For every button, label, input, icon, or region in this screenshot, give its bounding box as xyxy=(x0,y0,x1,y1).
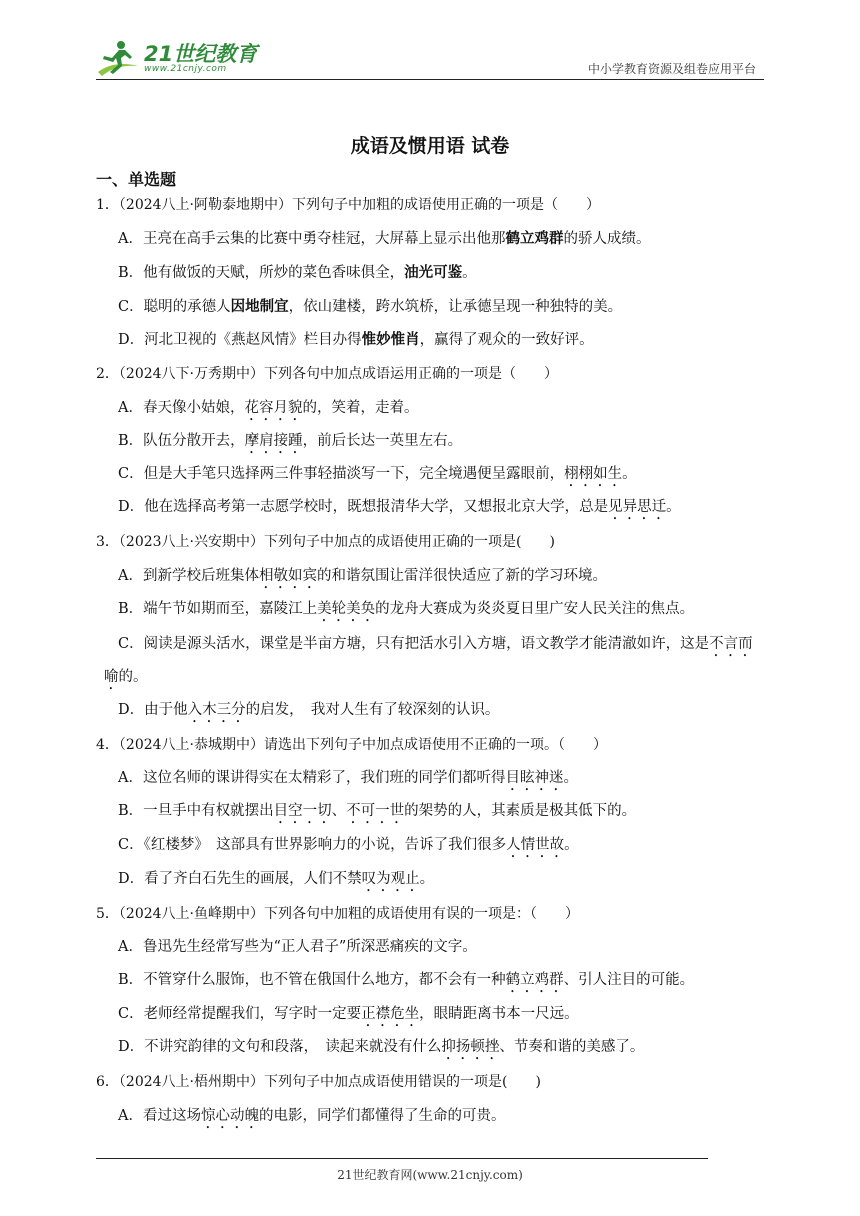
dotted-idiom: 花容月貌 xyxy=(244,400,303,416)
dotted-idiom: 美轮美奂 xyxy=(317,601,376,617)
question-1-option-a[interactable]: A．王亮在高手云集的比赛中勇夺桂冠，大屏幕上显示出他那鹤立鸡群的骄人成绩。 xyxy=(118,231,651,247)
header-divider xyxy=(96,79,764,80)
question-1-option-c[interactable]: C．聪明的承德人因地制宜，依山建楼，跨水筑桥，让承德呈现一种独特的美。 xyxy=(118,299,623,315)
question-5-option-d[interactable]: D．不讲究韵律的文句和段落， 读起来就没有什么抑扬顿挫、节奏和谐的美感了。 xyxy=(118,1039,645,1055)
dotted-idiom: 人情世故 xyxy=(506,837,565,853)
logo-url: www.21cnjy.com xyxy=(144,64,227,74)
bold-idiom: 因地制宜 xyxy=(230,299,289,315)
question-1-option-b[interactable]: B．他有做饭的天赋，所炒的菜色香味俱全，油光可鉴。 xyxy=(118,265,477,281)
bold-idiom: 鹤立鸡群 xyxy=(505,231,564,247)
site-logo[interactable] xyxy=(94,36,264,80)
question-5-stem: 5．（2024八上·鱼峰期中）下列各句中加粗的成语使用有误的一项是：（ ） xyxy=(96,906,579,922)
bold-idiom: 惟妙惟肖 xyxy=(361,332,420,348)
question-1-option-d[interactable]: D．河北卫视的《燕赵风情》栏目办得惟妙惟肖，赢得了观众的一致好评。 xyxy=(118,332,594,348)
question-1-stem: 1．（2024八上·阿勒泰地期中）下列句子中加粗的成语使用正确的一项是（ ） xyxy=(96,197,600,213)
dotted-idiom: 目眩神迷 xyxy=(505,770,564,786)
page-footer[interactable]: 21世纪教育网(www.21cnjy.com) xyxy=(337,1168,523,1182)
question-2-option-b[interactable]: B．队伍分散开去，摩肩接踵，前后长达一英里左右。 xyxy=(118,433,463,449)
logo-text: 21世纪教育 xyxy=(144,42,258,66)
dotted-idiom: 见异思迁 xyxy=(608,499,667,515)
question-3-option-b[interactable]: B．端午节如期而至，嘉陵江上美轮美奂的龙舟大赛成为炎炎夏日里广安人民关注的焦点。 xyxy=(118,601,695,617)
question-5-option-c[interactable]: C．老师经常提醒我们，写字时一定要正襟危坐，眼睛距离书本一尺远。 xyxy=(118,1006,579,1022)
question-6-stem: 6．（2024八上·梧州期中）下列句子中加点成语使用错误的一项是( ) xyxy=(96,1074,541,1090)
dotted-idiom: 抑扬顿挫 xyxy=(441,1039,500,1055)
question-4-option-a[interactable]: A．这位名师的课讲得实在太精彩了，我们班的同学们都听得目眩神迷。 xyxy=(118,770,578,786)
page-header xyxy=(0,0,860,90)
bold-idiom: 油光可鉴 xyxy=(404,265,463,281)
dotted-idiom: 不言而喻 xyxy=(104,636,753,685)
dotted-idiom: 正襟危坐 xyxy=(361,1006,420,1022)
dotted-idiom: 叹为观止 xyxy=(361,871,420,887)
dotted-idiom: 鹤立鸡群 xyxy=(505,972,564,988)
question-5-option-a[interactable]: A．鲁迅先生经常写些为“正人君子”所深恶痛疾的文字。 xyxy=(118,939,477,955)
dotted-idiom: 摩肩接踵 xyxy=(244,433,303,449)
footer-divider xyxy=(96,1158,708,1159)
question-4-option-d[interactable]: D．看了齐白石先生的画展，人们不禁叹为观止。 xyxy=(118,871,435,887)
idiom: 深恶痛疾 xyxy=(360,939,419,955)
question-4-option-c[interactable]: C．《红楼梦》 这部具有世界影响力的小说，告诉了我们很多人情世故。 xyxy=(118,837,579,853)
question-6-option-a[interactable]: A．看过这场惊心动魄的电影，同学们都懂得了生命的可贵。 xyxy=(118,1108,506,1124)
question-2-option-a[interactable]: A．春天像小姑娘，花容月貌的，笑着，走着。 xyxy=(118,400,419,416)
runner-logo-icon xyxy=(94,38,140,78)
question-2-option-c[interactable]: C．但是大手笔只选择两三件事轻描淡写一下，完全境遇便呈露眼前，栩栩如生。 xyxy=(118,466,637,482)
question-2-option-d[interactable]: D．他在选择高考第一志愿学校时，既想报清华大学，又想报北京大学，总是见异思迁。 xyxy=(118,499,681,515)
page-title: 成语及惯用语 试卷 xyxy=(350,135,510,157)
dotted-idiom: 入木三分 xyxy=(187,702,246,718)
section-heading: 一、单选题 xyxy=(96,170,177,189)
dotted-idiom: 目空一切 xyxy=(273,803,332,819)
question-3-option-a[interactable]: A．到新学校后班集体相敬如宾的和谐氛围让雷洋很快适应了新的学习环境。 xyxy=(118,568,607,584)
question-3-option-d[interactable]: D．由于他入木三分的启发， 我对人生有了较深刻的认识。 xyxy=(118,702,500,718)
platform-tagline: 中小学教育资源及组卷应用平台 xyxy=(587,62,756,76)
question-5-option-b[interactable]: B．不管穿什么服饰，也不管在俄国什么地方，都不会有一种鹤立鸡群、引人注目的可能。 xyxy=(118,972,695,988)
question-2-stem: 2．（2024八下·万秀期中）下列各句中加点成语运用正确的一项是（ ） xyxy=(96,366,558,382)
question-3-option-c[interactable]: C．阅读是源头活水，课堂是半亩方塘，只有把活水引入方塘，语文教学才能清澈如许，这是不言而喻的。 xyxy=(104,636,753,685)
question-4-stem: 4．（2024八上·恭城期中）请选出下列句子中加点成语使用不正确的一项。（ ） xyxy=(96,737,607,753)
dotted-idiom: 相敬如宾 xyxy=(258,568,317,584)
dotted-idiom: 不可一世 xyxy=(346,803,405,819)
question-4-option-b[interactable]: B．一旦手中有权就摆出目空一切、不可一世的架势的人，其素质是极其低下的。 xyxy=(118,803,637,819)
dotted-idiom: 惊心动魄 xyxy=(200,1108,259,1124)
question-3-stem: 3．（2023八上·兴安期中）下列句子中加点的成语使用正确的一项是( ) xyxy=(96,534,555,550)
dotted-idiom: 栩栩如生 xyxy=(564,466,623,482)
